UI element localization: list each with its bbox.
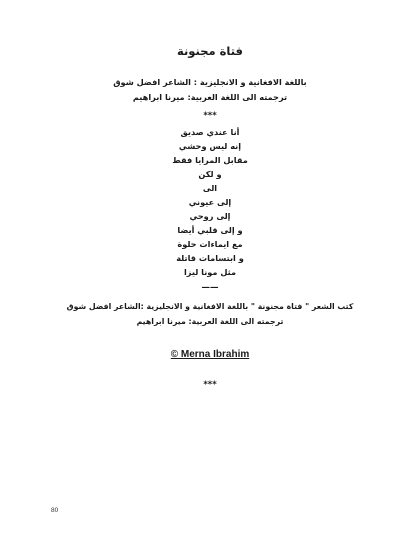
poem-line: إنه ليس وحشي	[178, 141, 242, 151]
page-number: 80	[51, 507, 59, 514]
credit-translator-line: ترجمته الى اللغة العربية: ميرنا ابراهيم	[136, 317, 284, 326]
poem-line: أنا عندي صديق	[180, 127, 240, 137]
poem-line: إلى روحي	[189, 211, 231, 221]
separator-stars-bottom: ***	[203, 380, 217, 390]
poem-line: مثل مونا ليزا	[183, 267, 237, 277]
poem-line: الى	[202, 183, 218, 193]
poem-title: فتاة مجنونة	[177, 44, 243, 58]
poem-line: و إلى قلبي أيضا	[177, 225, 243, 235]
credit-author-line: كتب الشعر " فتاة مجنونة " باللغة الافغانية و الانجليزية :الشاعر افضل شوق	[66, 302, 354, 311]
poem-end-dash: ——	[201, 283, 219, 293]
poem-line: مع ايماءات حلوة	[177, 239, 243, 249]
poem-author-line: باللغة الافغانية و الانجليزية : الشاعر افضل شوق	[113, 77, 307, 87]
poem-translator-line: ترجمته الى اللغة العربية: ميرنا ابراهيم	[132, 92, 288, 102]
poem-line: مقابل المرايا فقط	[172, 155, 248, 165]
copyright-notice: © Merna Ibrahim	[170, 349, 250, 360]
poem-line: و ابتسامات قاتلة	[176, 253, 244, 263]
poem-line: و لكن	[198, 169, 222, 179]
poem-line: إلى عيوني	[188, 197, 232, 207]
poem-body	[0, 125, 420, 279]
separator-stars-top: ***	[203, 111, 217, 121]
